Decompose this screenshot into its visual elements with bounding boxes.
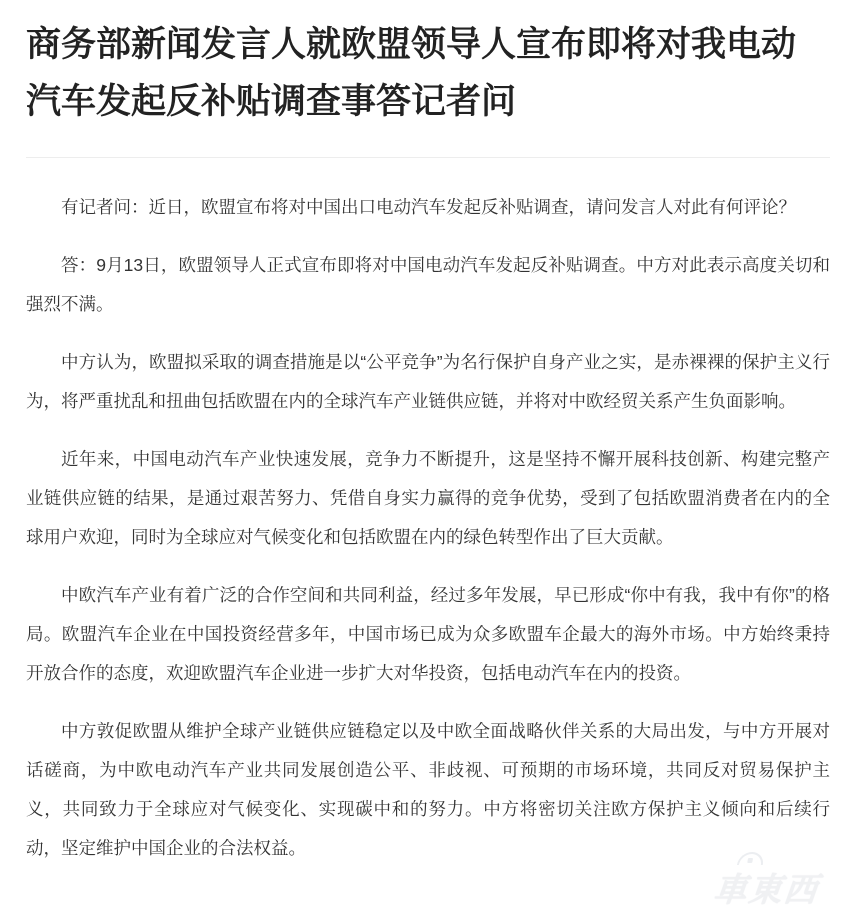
paragraph-china-eu-cooperation: 中欧汽车产业有着广泛的合作空间和共同利益，经过多年发展，早已形成“你中有我，我中有你”的格局。欧盟汽车企业在中国投资经营多年，中国市场已成为众多欧盟车企最大的海外市场。中方始终秉持开放合作的态度，欢迎欧盟汽车企业进一步扩大对华投资，包括电动汽车在内的投资。 [26,585,830,683]
paragraph-reporter-question: 有记者问：近日，欧盟宣布将对中国出口电动汽车发起反补贴调查，请问发言人对此有何评论？ [61,197,796,217]
paragraph-answer-intro: 答：9月13日，欧盟领导人正式宣布即将对中国电动汽车发起反补贴调查。中方对此表示高度关切和强烈不满。 [26,255,830,314]
paragraph-china-urges-eu: 中方敦促欧盟从维护全球产业链供应链稳定以及中欧全面战略伙伴关系的大局出发，与中方开展对话磋商，为中欧电动汽车产业共同发展创造公平、非歧视、可预期的市场环境，共同反对贸易保护主义，共同致力于全球应对气候变化、实现碳中和的努力。中方将密切关注欧方保护主义倾向和后续行动，坚定维护中国企业的合法权益。 [26,721,830,858]
article-body [26,188,830,868]
paragraph-ev-industry-development: 近年来，中国电动汽车产业快速发展，竞争力不断提升，这是坚持不懈开展科技创新、构建完整产业链供应链的结果，是通过艰苦努力、凭借自身实力赢得的竞争优势，受到了包括欧盟消费者在内的全球用户欢迎，同时为全球应对气候变化和包括欧盟在内的绿色转型作出了巨大贡献。 [26,449,830,547]
article-title: 商务部新闻发言人就欧盟领导人宣布即将对我电动汽车发起反补贴调查事答记者问 [26,25,797,121]
watermark-logo-text: 車東西 [711,871,821,908]
paragraph-china-position: 中方认为，欧盟拟采取的调查措施是以“公平竞争”为名行保护自身产业之实，是赤裸裸的保护主义行为，将严重扰乱和扭曲包括欧盟在内的全球汽车产业链供应链，并将对中欧经贸关系产生负面影响。 [26,352,830,411]
title-divider [26,157,830,158]
